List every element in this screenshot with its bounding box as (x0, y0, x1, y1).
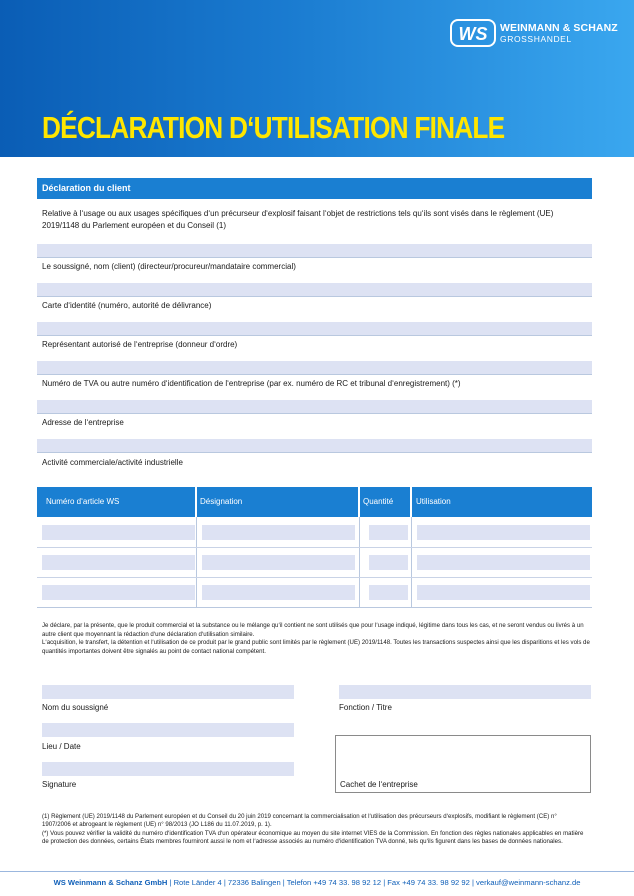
field-vat-number[interactable] (37, 361, 592, 374)
label-representative: Représentant autorisé de l‘entreprise (donneur d‘ordre) (42, 340, 238, 349)
field-business-activity[interactable] (37, 439, 592, 452)
th-usage: Utilisation (416, 497, 451, 506)
field-client-name[interactable] (37, 244, 592, 257)
label-function-title: Fonction / Titre (339, 703, 392, 712)
label-business-activity: Activité commerciale/activité industrielle (42, 458, 183, 467)
field-signature[interactable] (42, 762, 294, 776)
table-row-3-quantity[interactable] (369, 585, 408, 600)
table-row-1-article[interactable] (42, 525, 195, 540)
th-article-number: Numéro d‘article WS (46, 497, 120, 506)
label-place-date: Lieu / Date (42, 742, 81, 751)
label-company-stamp: Cachet de l‘entreprise (340, 780, 418, 789)
article-table-header (37, 487, 592, 517)
field-representative[interactable] (37, 322, 592, 335)
footer-separator: | (169, 878, 174, 887)
table-row-1-quantity[interactable] (369, 525, 408, 540)
th-designation: Désignation (200, 497, 243, 506)
table-row-3-designation[interactable] (202, 585, 355, 600)
table-row-1-usage[interactable] (417, 525, 590, 540)
table-row-3-usage[interactable] (417, 585, 590, 600)
company-logo (450, 19, 618, 47)
declaration-paragraph: L‘acquisition, le transfert, la détention et l‘utilisation de ce produit par le grand public sont limités par le règlement (UE) 2019/1148. Toutes les transactions suspectes ainsi que les disparitions et les vols de quantités importantes doivent être signalés au point de contact national compétent. (42, 639, 590, 655)
intro-text: Relative à l‘usage ou aux usages spécifiques d‘un précurseur d‘explosif faisant l‘objet de restrictions tels qu‘ils sont visés dans le règlement (UE) 2019/1148 du Parlement européen et du Conseil (1) (42, 209, 554, 230)
table-row-2-quantity[interactable] (369, 555, 408, 570)
ws-logo-icon (450, 19, 496, 47)
section-heading: Déclaration du client (37, 178, 592, 199)
table-row-2-usage[interactable] (417, 555, 590, 570)
label-client-name: Le soussigné, nom (client) (directeur/procureur/mandataire commercial) (42, 262, 296, 271)
svg-text:WS: WS (458, 24, 488, 44)
field-function-title[interactable] (339, 685, 591, 699)
table-row-2-designation[interactable] (202, 555, 355, 570)
footnotes (42, 813, 587, 847)
field-place-date[interactable] (42, 723, 294, 737)
footnote-2: (*) Vous pouvez vérifier la validité du numéro d‘identification TVA d‘un opérateur économique au moyen du site internet VIES de la Commission. En fonction des règles nationales applicables en matière de protection des données, certains États membres fourniront aussi le nom et l‘adresse associés au numéro d‘identification TVA donné, tels qu‘ils figurent dans les bases de données nationales. (42, 829, 584, 846)
field-id-card[interactable] (37, 283, 592, 296)
declaration-paragraph: Je déclare, par la présente, que le produit commercial et la substance ou le mélange qu‘il contient ne sont utilisés que pour l‘usage indiqué, légitime dans tous les cas, et ne seront vendus ou livrés à un autre client que moyennant la rédaction d‘une déclaration d‘utilisation similaire. (42, 622, 584, 638)
header-banner (0, 0, 634, 157)
declaration-text (42, 622, 592, 656)
label-vat-number: Numéro de TVA ou autre numéro d‘identification de l‘entreprise (par ex. numéro de RC et tribunal d‘enregistrement) (*) (42, 379, 461, 388)
label-id-card: Carte d‘identité (numéro, autorité de délivrance) (42, 301, 212, 310)
label-signer-name: Nom du soussigné (42, 703, 109, 712)
table-row-1-designation[interactable] (202, 525, 355, 540)
label-signature: Signature (42, 780, 77, 789)
label-company-address: Adresse de l‘entreprise (42, 418, 124, 427)
logo-company-sub: GROSSHANDEL (500, 33, 572, 44)
field-company-address[interactable] (37, 400, 592, 413)
page-title: DÉCLARATION D‘UTILISATION FINALE (42, 111, 505, 145)
table-row-2-article[interactable] (42, 555, 195, 570)
logo-company-name: WEINMANN & SCHANZ (500, 22, 618, 34)
footer-address: Rote Länder 4 | 72336 Balingen | Telefon +49 74 33. 98 92 12 | Fax +49 74 33. 98 92 92 | (173, 878, 474, 887)
footer (0, 872, 634, 896)
footer-company: WS Weinmann & Schanz GmbH (53, 878, 168, 887)
footer-email[interactable]: verkauf@weinmann-schanz.de (476, 878, 581, 887)
footnote-1: (1) Règlement (UE) 2019/1148 du Parlement européen et du Conseil du 20 juin 2019 concernant la commercialisation et l‘utilisation des précurseurs d‘explosifs, modifiant le règlement (CE) n° 1907/2006 et abrogeant le règlement (UE) n° 98/2013 (JO L186 du 11.07.2019, p. 1). (42, 813, 557, 829)
th-quantity: Quantité (363, 497, 394, 506)
field-signer-name[interactable] (42, 685, 294, 699)
table-row-3-article[interactable] (42, 585, 195, 600)
